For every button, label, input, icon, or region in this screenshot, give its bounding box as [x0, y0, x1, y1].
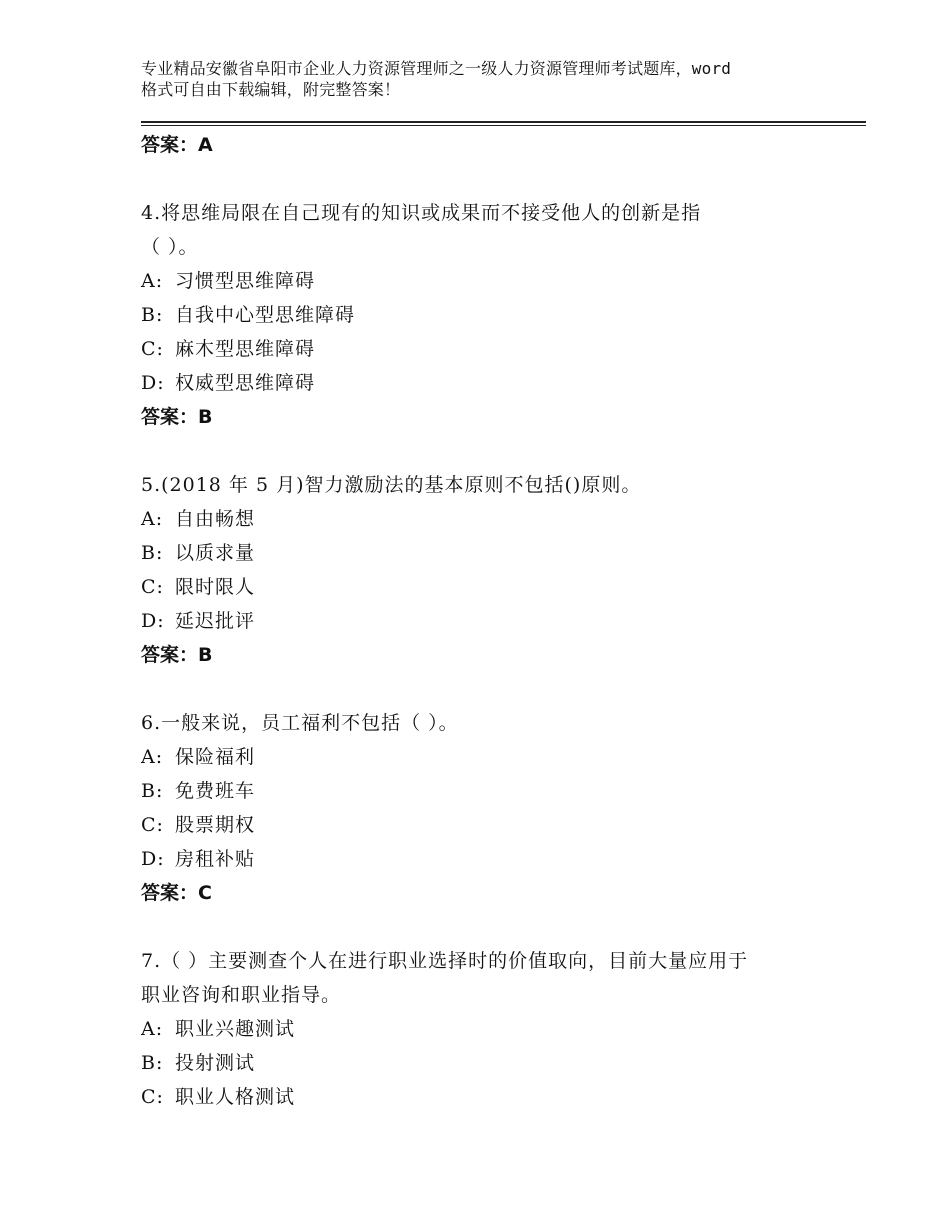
- option-key: C:: [141, 338, 164, 360]
- option-d: [141, 366, 841, 400]
- question-block: [141, 196, 841, 434]
- option-text: 自由畅想: [175, 508, 256, 530]
- option-key: C:: [141, 1086, 164, 1108]
- option-text: 权威型思维障碍: [175, 372, 316, 394]
- question-stem: （ ）。: [141, 236, 199, 258]
- option-d: [141, 604, 841, 638]
- question-stem: 5.(2018 年 5 月)智力激励法的基本原则不包括()原则。: [141, 474, 642, 496]
- header-line-1: 专业精品安徽省阜阳市企业人力资源管理师之一级人力资源管理师考试题库，word: [141, 59, 732, 78]
- option-key: D:: [141, 610, 165, 632]
- option-key: C:: [141, 814, 164, 836]
- header-rule-thick: [141, 121, 866, 123]
- option-key: C:: [141, 576, 164, 598]
- option-b: [141, 536, 841, 570]
- option-text: 股票期权: [175, 814, 256, 836]
- option-a: [141, 740, 841, 774]
- spacer: [141, 910, 841, 944]
- option-text: 投射测试: [175, 1052, 256, 1074]
- option-b: [141, 298, 841, 332]
- option-text: 麻木型思维障碍: [175, 338, 316, 360]
- option-b: [141, 774, 841, 808]
- question-stem: 4.将思维局限在自己现有的知识或成果而不接受他人的创新是指: [141, 202, 702, 224]
- option-key: B:: [141, 1052, 164, 1074]
- header-rule-thin: [141, 125, 866, 126]
- option-text: 限时限人: [175, 576, 256, 598]
- option-key: B:: [141, 542, 164, 564]
- option-c: [141, 808, 841, 842]
- option-text: 自我中心型思维障碍: [175, 304, 356, 326]
- option-text: 保险福利: [175, 746, 256, 768]
- answer: 答案：B: [141, 406, 213, 428]
- option-text: 职业人格测试: [175, 1086, 296, 1108]
- option-d: [141, 842, 841, 876]
- option-key: B:: [141, 780, 164, 802]
- option-text: 以质求量: [175, 542, 256, 564]
- question-stem: 7.（ ）主要测查个人在进行职业选择时的价值取向，目前大量应用于: [141, 950, 749, 972]
- option-b: [141, 1046, 841, 1080]
- option-a: [141, 1012, 841, 1046]
- spacer: [141, 162, 841, 196]
- option-text: 习惯型思维障碍: [175, 270, 316, 292]
- option-a: [141, 502, 841, 536]
- option-key: A:: [141, 1018, 164, 1040]
- option-c: [141, 570, 841, 604]
- option-text: 职业兴趣测试: [175, 1018, 296, 1040]
- option-c: [141, 1080, 841, 1114]
- option-a: [141, 264, 841, 298]
- answer: 答案：B: [141, 644, 213, 666]
- question-block: [141, 468, 841, 672]
- question-stem: 6.一般来说，员工福利不包括（ ）。: [141, 712, 459, 734]
- question-list: [141, 128, 841, 1114]
- option-c: [141, 332, 841, 366]
- option-text: 房租补贴: [175, 848, 256, 870]
- page-header: [141, 58, 841, 100]
- spacer: [141, 434, 841, 468]
- question-stem: 职业咨询和职业指导。: [141, 984, 342, 1006]
- option-key: D:: [141, 848, 165, 870]
- option-key: A:: [141, 270, 164, 292]
- answer: 答案：C: [141, 882, 212, 904]
- question-block: [141, 706, 841, 910]
- option-text: 延迟批评: [175, 610, 256, 632]
- option-key: B:: [141, 304, 164, 326]
- option-text: 免费班车: [175, 780, 256, 802]
- option-key: D:: [141, 372, 165, 394]
- previous-answer: 答案：A: [141, 134, 213, 156]
- header-line-2: 格式可自由下载编辑，附完整答案！: [141, 80, 401, 99]
- spacer: [141, 672, 841, 706]
- question-block: [141, 944, 841, 1114]
- option-key: A:: [141, 746, 164, 768]
- option-key: A:: [141, 508, 164, 530]
